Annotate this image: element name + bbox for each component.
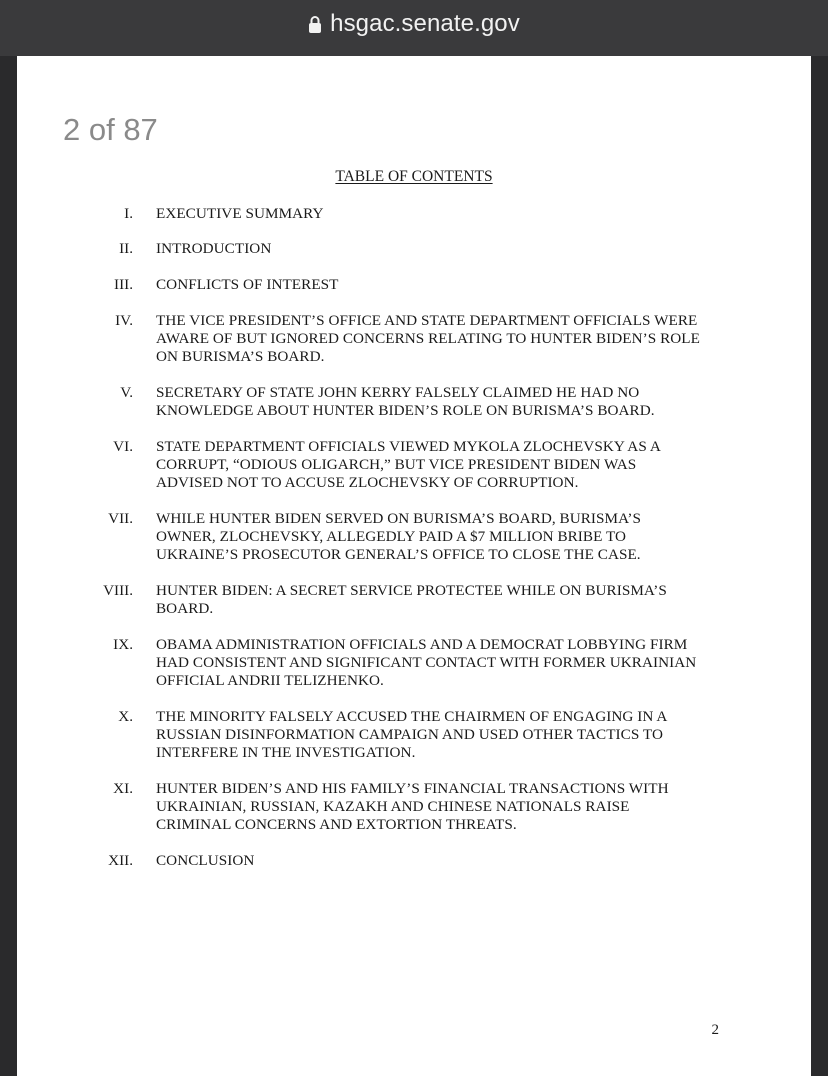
page-number: 2 [711, 1022, 719, 1038]
toc-item-text: INTRODUCTION [156, 240, 272, 257]
toc-item-number: III. [114, 276, 133, 293]
viewer-margin-right [811, 56, 828, 1076]
toc-item-number: VIII. [103, 582, 133, 599]
toc-item-text: WHILE HUNTER BIDEN SERVED ON BURISMA’S BOARD, BURISMA’S OWNER, ZLOCHEVSKY, ALLEGEDLY PAID A $7 MILLION BRIBE TO UKRAINE’S PROSECUTOR GENERAL’S OFFICE TO CLOSE THE CASE. [156, 510, 642, 563]
toc-item-number: II. [119, 240, 133, 257]
lock-icon [308, 15, 322, 34]
browser-address-bar[interactable] [0, 0, 828, 56]
toc-item-number: XI. [113, 780, 133, 797]
toc-item-text: HUNTER BIDEN: A SECRET SERVICE PROTECTEE WHILE ON BURISMA’S BOARD. [156, 582, 667, 617]
toc-item-number: V. [120, 384, 133, 401]
toc-item-text: HUNTER BIDEN’S AND HIS FAMILY’S FINANCIAL TRANSACTIONS WITH UKRAINIAN, RUSSIAN, KAZAKH AND CHINESE NATIONALS RAISE CRIMINAL CONCERNS AND EXTORTION THREATS. [156, 780, 669, 833]
toc-item-number: VII. [108, 510, 133, 527]
toc-item-number: XII. [108, 852, 133, 869]
toc-item-number: VI. [113, 438, 133, 455]
viewer-margin-left [0, 56, 17, 1076]
toc-item-number: IV. [115, 312, 133, 329]
toc-item-text: EXECUTIVE SUMMARY [156, 205, 324, 222]
toc-item-number: X. [118, 708, 133, 725]
url-text[interactable]: hsgac.senate.gov [330, 10, 520, 37]
document-page[interactable] [17, 56, 811, 1076]
toc-item-text: CONCLUSION [156, 852, 255, 869]
page-counter: 2 of 87 [63, 112, 158, 147]
toc-item-text: THE VICE PRESIDENT’S OFFICE AND STATE DEPARTMENT OFFICIALS WERE AWARE OF BUT IGNORED CONCERNS RELATING TO HUNTER BIDEN’S ROLE ON BURISMA’S BOARD. [156, 312, 700, 365]
toc-item-text: SECRETARY OF STATE JOHN KERRY FALSELY CLAIMED HE HAD NO KNOWLEDGE ABOUT HUNTER BIDEN’S ROLE ON BURISMA’S BOARD. [156, 384, 655, 419]
toc-item-text: CONFLICTS OF INTEREST [156, 276, 339, 293]
toc-item-text: OBAMA ADMINISTRATION OFFICIALS AND A DEMOCRAT LOBBYING FIRM HAD CONSISTENT AND SIGNIFICANT CONTACT WITH FORMER UKRAINIAN OFFICIAL ANDRII TELIZHENKO. [156, 636, 697, 689]
toc-title: TABLE OF CONTENTS [335, 168, 493, 185]
url-container[interactable] [308, 10, 520, 38]
toc-item-number: IX. [113, 636, 133, 653]
toc-item-text: THE MINORITY FALSELY ACCUSED THE CHAIRMEN OF ENGAGING IN A RUSSIAN DISINFORMATION CAMPAIGN AND USED OTHER TACTICS TO INTERFERE IN THE INVESTIGATION. [156, 708, 668, 761]
toc-item-number: I. [124, 205, 133, 222]
toc-item-text: STATE DEPARTMENT OFFICIALS VIEWED MYKOLA ZLOCHEVSKY AS A CORRUPT, “ODIOUS OLIGARCH,” BUT VICE PRESIDENT BIDEN WAS ADVISED NOT TO ACCUSE ZLOCHEVSKY OF CORRUPTION. [156, 438, 661, 491]
